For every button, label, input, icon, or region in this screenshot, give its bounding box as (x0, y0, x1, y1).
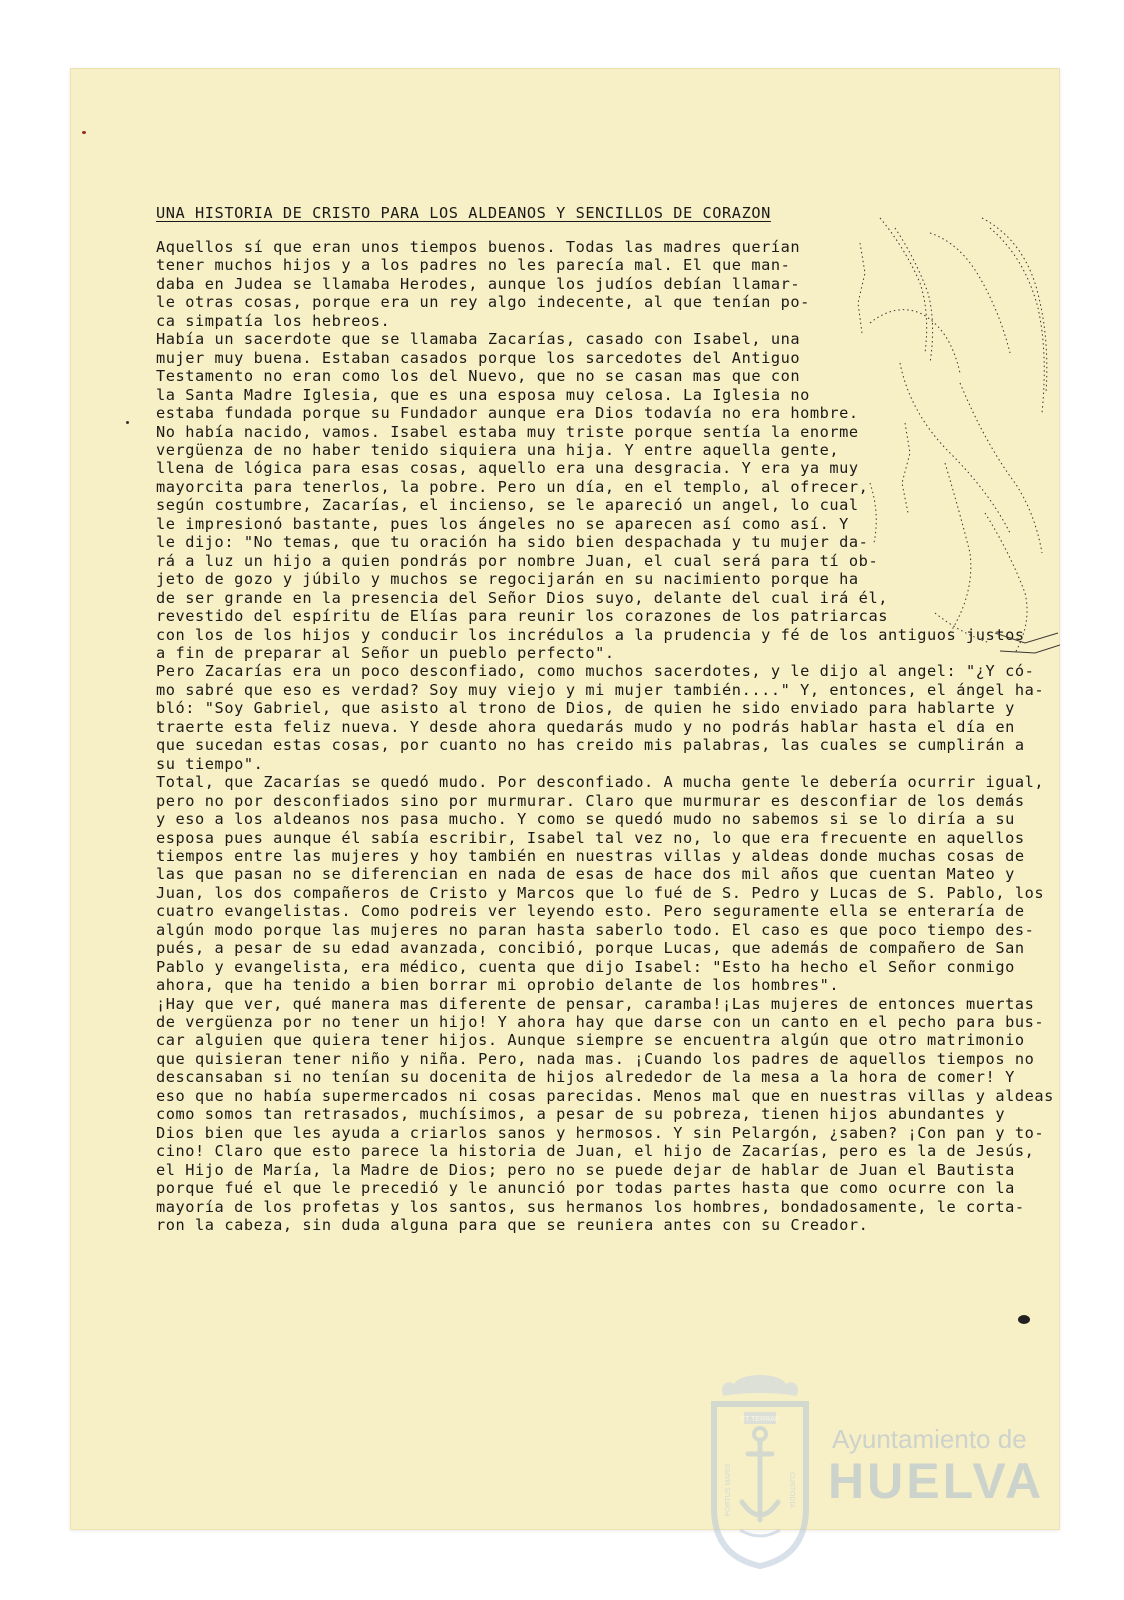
text-line: Pero Zacarías era un poco desconfiado, como muchos sacerdotes, y le dijo al angel: "¿Y có- (156, 662, 1035, 681)
text-line: cuatro evangelistas. Como podreis ver leyendo esto. Pero seguramente ella se enteraría de (156, 902, 1025, 921)
text-line: jeto de gozo y júbilo y muchos se regocijarán en su nacimiento porque ha (156, 570, 859, 589)
text-line: su tiempo". (156, 754, 264, 773)
text-line: Total, que Zacarías se quedó mudo. Por desconfiado. A mucha gente le debería ocurrir igual, (156, 773, 1045, 792)
text-line: Juan, los dos compañeros de Cristo y Marcos que lo fué de S. Pedro y Lucas de S. Pablo, los (156, 883, 1045, 902)
text-line: llena de lógica para esas cosas, aquello era una desgracia. Y era ya muy (156, 459, 859, 478)
text-line: pués, a pesar de su edad avanzada, concibió, porque Lucas, que además de compañero de San (156, 939, 1025, 958)
text-line: estaba fundada porque su Fundador aunque era Dios todavía no era hombre. (156, 404, 859, 423)
text-line: las que pasan no se diferencian en nada de esas de hace dos mil años que cuentan Mateo y (156, 865, 1015, 884)
text-line: el Hijo de María, la Madre de Dios; pero no se puede dejar de hablar de Juan el Bautista (156, 1160, 1015, 1179)
text-line: y eso a los aldeanos nos pasa mucho. Y como se quedó mudo no sabemos si se lo diría a su (156, 810, 1015, 829)
text-line: Dios bien que les ayuda a criarlos sanos y hermosos. Y sin Pelargón, ¿saben? ¡Con pan y to- (156, 1123, 1045, 1142)
ink-speck (82, 131, 86, 134)
text-line: la Santa Madre Iglesia, que es una esposa muy celosa. La Iglesia no (156, 385, 810, 404)
text-line: algún modo porque las mujeres no paran hasta saberlo todo. El caso es que poco tiempo des- (156, 920, 1035, 939)
svg-text:ET TERRAE: ET TERRAE (740, 1416, 780, 1423)
text-line: a fin de preparar al Señor un pueblo perfecto". (156, 643, 615, 662)
text-line: le dijo: "No temas, que tu oración ha sido bien despachada y tu mujer da- (156, 533, 869, 552)
ink-speck (1018, 1315, 1030, 1324)
angel-sketch-drawing (810, 213, 1060, 673)
text-line: mujer muy buena. Estaban casados porque los sarcedotes del Antiguo (156, 348, 801, 367)
text-line: de vergüenza por no tener un hijo! Y ahora hay que darse con un canto en el pecho para bus- (156, 1013, 1045, 1032)
ayuntamiento-huelva-watermark (700, 1370, 1045, 1570)
text-line: de ser grande en la presencia del Señor Dios suyo, delante del cual irá él, (156, 588, 888, 607)
text-line: vergüenza de no haber tenido siquiera una hija. Y entre aquella gente, (156, 440, 840, 459)
text-line: que quisieran tener niño y niña. Pero, nada mas. ¡Cuando los padres de aquellos tiempos no (156, 1049, 1035, 1068)
text-line: ¡Hay que ver, qué manera mas diferente de pensar, caramba!¡Las mujeres de entonces muertas (156, 994, 1035, 1013)
text-line: eso que no había supermercados ni cosas parecidas. Menos mal que en nuestras villas y aldeas (156, 1086, 1054, 1105)
text-line: daba en Judea se llamaba Herodes, aunque los judíos debían llamar- (156, 274, 801, 293)
text-line: tener muchos hijos y a los padres no les parecía mal. El que man- (156, 256, 791, 275)
text-line: No había nacido, vamos. Isabel estaba muy triste porque sentía la enorme (156, 422, 859, 441)
text-line: ron la cabeza, sin duda alguna para que se reuniera antes con su Creador. (156, 1216, 869, 1235)
text-line: con los de los hijos y conducir los incrédulos a la prudencia y fé de los antiguos justos (156, 625, 1025, 644)
text-line: Había un sacerdote que se llamaba Zacarías, casado con Isabel, una (156, 330, 801, 349)
document-title: UNA HISTORIA DE CRISTO PARA LOS ALDEANOS Y SENCILLOS DE CORAZON (156, 204, 771, 222)
svg-text:CUSTODIA: CUSTODIA (788, 1471, 795, 1509)
text-line: rá a luz un hijo a quien pondrás por nombre Juan, el cual será para tí ob- (156, 551, 879, 570)
text-line: Aquellos sí que eran unos tiempos buenos. Todas las madres querían (156, 238, 801, 256)
text-line: que sucedan estas cosas, por cuanto no has creido mis palabras, las cuales se cumplirán a (156, 736, 1025, 755)
text-line: tiempos entre las mujeres y hoy también en nuestras villas y aldeas donde muchas cosas de (156, 846, 1025, 865)
typewritten-page (70, 68, 1060, 1530)
text-line: traerte esta feliz nueva. Y desde ahora quedarás mudo y no podrás hablar hasta el día en (156, 717, 1015, 736)
svg-text:PORTUS MARIS: PORTUS MARIS (725, 1463, 732, 1517)
text-line: porque fué el que le precedió y le anunció por todas partes hasta que como ocurre con la (156, 1179, 1015, 1198)
text-line: ca simpatía los hebreos. (156, 311, 391, 330)
text-line: ahora, que ha tenido a bien borrar mi oprobio delante de los hombres". (156, 976, 840, 995)
text-line: descansaban si no tenían su docenita de hijos alrededor de la mesa a la hora de comer! Y (156, 1068, 1015, 1087)
text-line: cino! Claro que esto parece la historia de Juan, el hijo de Zacarías, pero es la de Jesús, (156, 1142, 1035, 1161)
text-line: bló: "Soy Gabriel, que asisto al trono de Dios, de quien he sido enviado para hablarte y (156, 699, 1015, 718)
text-line: según costumbre, Zacarías, el incienso, se le apareció un angel, lo cual (156, 496, 859, 515)
watermark-line-2: HUELVA (828, 1453, 1045, 1509)
text-line: Pablo y evangelista, era médico, cuenta que dijo Isabel: "Esto ha hecho el Señor conmigo (156, 957, 1015, 976)
text-line: le impresionó bastante, pues los ángeles no se aparecen así como así. Y (156, 514, 849, 533)
text-line: como somos tan retrasados, muchísimos, a pesar de su pobreza, tienen hijos abundantes y (156, 1105, 1006, 1124)
text-line: mayorcita para tenerlos, la pobre. Pero un día, en el templo, al ofrecer, (156, 477, 869, 496)
city-shield-icon (700, 1370, 820, 1570)
ink-speck (126, 421, 129, 424)
text-line: mo sabré que eso es verdad? Soy muy viejo y mi mujer también...." Y, entonces, el ángel ha- (156, 680, 1045, 699)
text-line: Testamento no eran como los del Nuevo, que no se casan mas que con (156, 367, 801, 386)
text-line: esposa pues aunque él sabía escribir, Isabel tal vez no, lo que era frecuente en aquellos (156, 828, 1025, 847)
watermark-line-1: Ayuntamiento de (832, 1424, 1027, 1454)
text-line: le otras cosas, porque era un rey algo indecente, al que tenían po- (156, 293, 810, 312)
text-line: car alguien que quiera tener hijos. Aunque siempre se encuentra algún que otro matrimonio (156, 1031, 1025, 1050)
text-line: pero no por desconfiados sino por murmurar. Claro que murmurar es desconfiar de los demás (156, 791, 1025, 810)
text-line: revestido del espíritu de Elías para reunir los corazones de los patriarcas (156, 607, 888, 626)
text-line: mayoría de los profetas y los santos, sus hermanos los hombres, bondadosamente, le corta- (156, 1197, 1025, 1216)
